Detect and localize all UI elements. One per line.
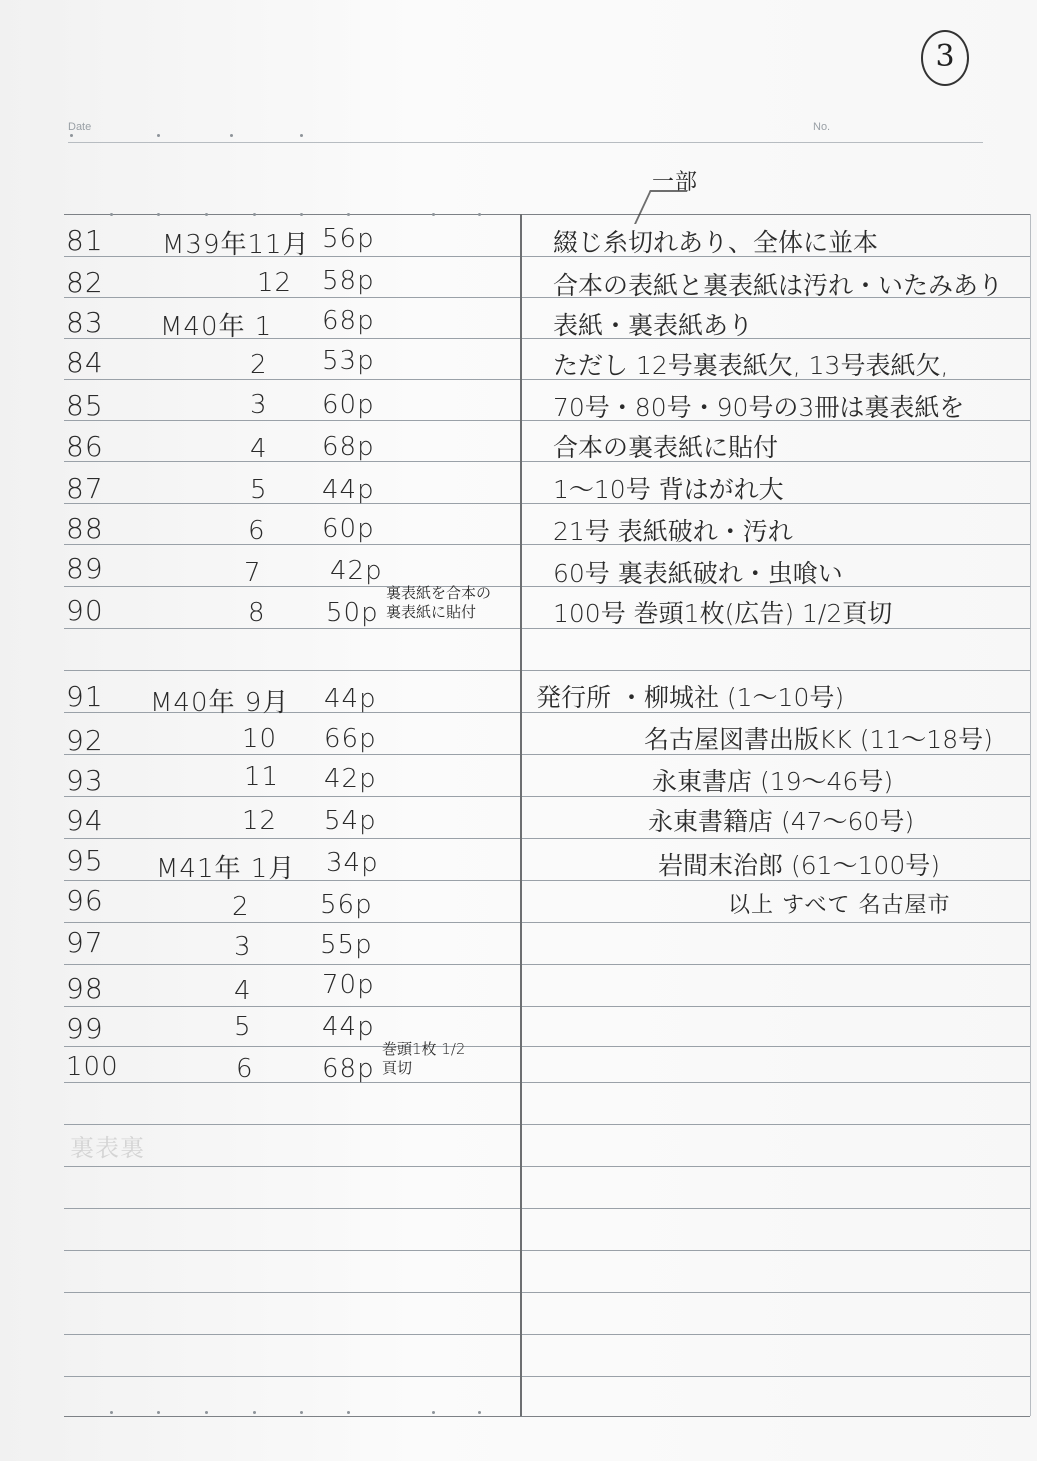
condition-note: 表紙・裏表紙あり bbox=[553, 311, 754, 340]
date-label: Date bbox=[68, 121, 92, 133]
issue-date: 3 bbox=[250, 390, 268, 420]
ruled-line bbox=[64, 670, 1030, 671]
condition-note: 70号・80号・90号の3冊は裏表紙を bbox=[553, 393, 965, 422]
issue-date: 5 bbox=[250, 475, 268, 505]
publisher-footnote: 以上 すべて 名古屋市 bbox=[728, 893, 951, 918]
ruled-line bbox=[64, 1124, 1030, 1125]
rule-dot bbox=[157, 1411, 160, 1414]
issue-number: 92 bbox=[66, 724, 104, 757]
issue-number: 82 bbox=[66, 266, 104, 299]
page-count: 70p bbox=[322, 970, 375, 1000]
issue-number: 90 bbox=[66, 594, 104, 627]
page-count: 56p bbox=[320, 890, 373, 920]
page-count: 34p bbox=[326, 848, 379, 878]
right-margin-line bbox=[1030, 214, 1031, 1416]
page-count: 68p bbox=[322, 306, 375, 336]
header-dot bbox=[70, 134, 73, 137]
issue-number: 88 bbox=[66, 512, 104, 545]
issue-number: 99 bbox=[66, 1012, 104, 1045]
issue-number: 85 bbox=[66, 389, 104, 422]
issue-date: M40年 1 bbox=[160, 312, 273, 342]
header-dot bbox=[300, 134, 303, 137]
ruled-line bbox=[64, 1292, 1030, 1293]
issue-date: 4 bbox=[234, 976, 252, 1006]
issue-date: 2 bbox=[232, 892, 250, 922]
ruled-line bbox=[64, 1250, 1030, 1251]
faint-smudge: 裏表裏 bbox=[70, 1134, 145, 1162]
issue-date: 7 bbox=[244, 558, 262, 588]
page-count: 42p bbox=[324, 764, 377, 794]
condition-note: 綴じ糸切れあり、全体に並本 bbox=[553, 228, 879, 257]
issue-date: 4 bbox=[250, 434, 268, 464]
page-count: 55p bbox=[320, 930, 373, 960]
page-count: 44p bbox=[322, 475, 375, 505]
issue-number: 93 bbox=[66, 764, 104, 797]
issue-number: 83 bbox=[66, 306, 104, 339]
condition-note: 合本の表紙と裏表紙は汚れ・いたみあり bbox=[553, 271, 1004, 300]
issue-number: 100 bbox=[66, 1052, 119, 1082]
rule-dot bbox=[157, 213, 160, 216]
issue-date: 6 bbox=[248, 516, 266, 546]
issue-date: 8 bbox=[248, 598, 266, 628]
top-rule bbox=[64, 214, 1030, 215]
issue-number: 98 bbox=[66, 972, 104, 1005]
condition-note: ただし 12号裏表紙欠, 13号表紙欠, bbox=[553, 351, 949, 380]
ruled-line bbox=[64, 1334, 1030, 1335]
issue-number: 89 bbox=[66, 552, 104, 585]
rule-dot bbox=[478, 213, 481, 216]
issue-number: 97 bbox=[66, 926, 104, 959]
rule-dot bbox=[300, 213, 303, 216]
ruled-line bbox=[64, 1208, 1030, 1209]
ruled-line bbox=[64, 461, 1030, 462]
no-label: No. bbox=[813, 121, 831, 133]
header-dot bbox=[230, 134, 233, 137]
issue-date: M41年 1月 bbox=[156, 854, 296, 884]
issue-date: 6 bbox=[236, 1054, 254, 1084]
issue-date: 3 bbox=[234, 932, 252, 962]
rule-dot bbox=[347, 213, 350, 216]
ruled-line bbox=[64, 964, 1030, 965]
condition-note: 21号 表紙破れ・汚れ bbox=[553, 517, 793, 546]
ruled-line bbox=[64, 544, 1030, 545]
issue-number: 86 bbox=[66, 430, 104, 463]
issue-number: 84 bbox=[66, 346, 104, 379]
rule-dot bbox=[432, 1411, 435, 1414]
rule-dot bbox=[205, 1411, 208, 1414]
issue-date: 10 bbox=[242, 724, 278, 754]
page-count: 58p bbox=[322, 266, 375, 296]
rule-dot bbox=[432, 213, 435, 216]
rule-dot bbox=[253, 1411, 256, 1414]
condition-note: 合本の裏表紙に貼付 bbox=[553, 433, 779, 462]
side-note-1: 裏表紙を合本の 裏表紙に貼付 bbox=[386, 584, 492, 621]
rule-dot bbox=[478, 1411, 481, 1414]
page-number: 3 bbox=[921, 30, 969, 86]
condition-note: 60号 裏表紙破れ・虫喰い bbox=[553, 559, 843, 588]
ruled-line bbox=[64, 1082, 1030, 1083]
publisher-line: 発行所 ・柳城社 (1〜10号) bbox=[536, 683, 845, 712]
page-count: 53p bbox=[322, 346, 375, 376]
publisher-line: 永東書店 (19〜46号) bbox=[652, 767, 894, 796]
ruled-line bbox=[64, 1006, 1030, 1007]
page-count: 68p bbox=[322, 1054, 375, 1084]
rule-dot bbox=[300, 1411, 303, 1414]
page-count: 68p bbox=[322, 432, 375, 462]
ruled-line bbox=[64, 1376, 1030, 1377]
insertion-text: 一部 bbox=[652, 170, 699, 195]
issue-date: 12 bbox=[257, 268, 293, 298]
insertion-caret bbox=[634, 190, 688, 224]
condition-note: 1〜10号 背はがれ大 bbox=[553, 475, 784, 504]
issue-date: 12 bbox=[242, 806, 278, 836]
bottom-rule bbox=[64, 1416, 1030, 1417]
page-count: 66p bbox=[324, 724, 377, 754]
header-dot bbox=[157, 134, 160, 137]
page-count: 44p bbox=[322, 1012, 375, 1042]
ruled-line bbox=[64, 503, 1030, 504]
issue-date: 2 bbox=[250, 350, 268, 380]
issue-number: 95 bbox=[66, 844, 104, 877]
issue-date: M40年 9月 bbox=[150, 688, 290, 718]
issue-date: M39年11月 bbox=[162, 230, 310, 260]
ruled-line bbox=[64, 922, 1030, 923]
side-note-2: 巻頭1枚 1/2頁切 bbox=[382, 1040, 466, 1077]
header-rule bbox=[68, 142, 983, 143]
ruled-line bbox=[64, 586, 1030, 587]
page-count: 60p bbox=[322, 390, 375, 420]
issue-date: 11 bbox=[244, 762, 280, 792]
publisher-line: 岩間末治郎 (61〜100号) bbox=[658, 851, 940, 880]
page-count: 50p bbox=[326, 598, 379, 628]
rule-dot bbox=[110, 213, 113, 216]
issue-number: 94 bbox=[66, 804, 104, 837]
rule-dot bbox=[110, 1411, 113, 1414]
page-count: 54p bbox=[324, 806, 377, 836]
issue-number: 81 bbox=[66, 224, 104, 257]
issue-number: 87 bbox=[66, 472, 104, 505]
issue-date: 5 bbox=[234, 1012, 252, 1042]
center-divider bbox=[520, 214, 522, 1416]
issue-number: 96 bbox=[66, 884, 104, 917]
condition-note: 100号 巻頭1枚(広告) 1/2頁切 bbox=[553, 599, 893, 628]
ruled-line bbox=[64, 1166, 1030, 1167]
page-count: 56p bbox=[322, 224, 375, 254]
page-count: 60p bbox=[322, 514, 375, 544]
ruled-line bbox=[64, 838, 1030, 839]
page-count: 42p bbox=[330, 556, 383, 586]
ruled-line bbox=[64, 1046, 1030, 1047]
rule-dot bbox=[347, 1411, 350, 1414]
rule-dot bbox=[253, 213, 256, 216]
issue-number: 91 bbox=[66, 680, 104, 713]
publisher-line: 永東書籍店 (47〜60号) bbox=[648, 807, 915, 836]
page-count: 44p bbox=[324, 684, 377, 714]
rule-dot bbox=[205, 213, 208, 216]
publisher-line: 名古屋図書出版KK (11〜18号) bbox=[644, 725, 993, 754]
